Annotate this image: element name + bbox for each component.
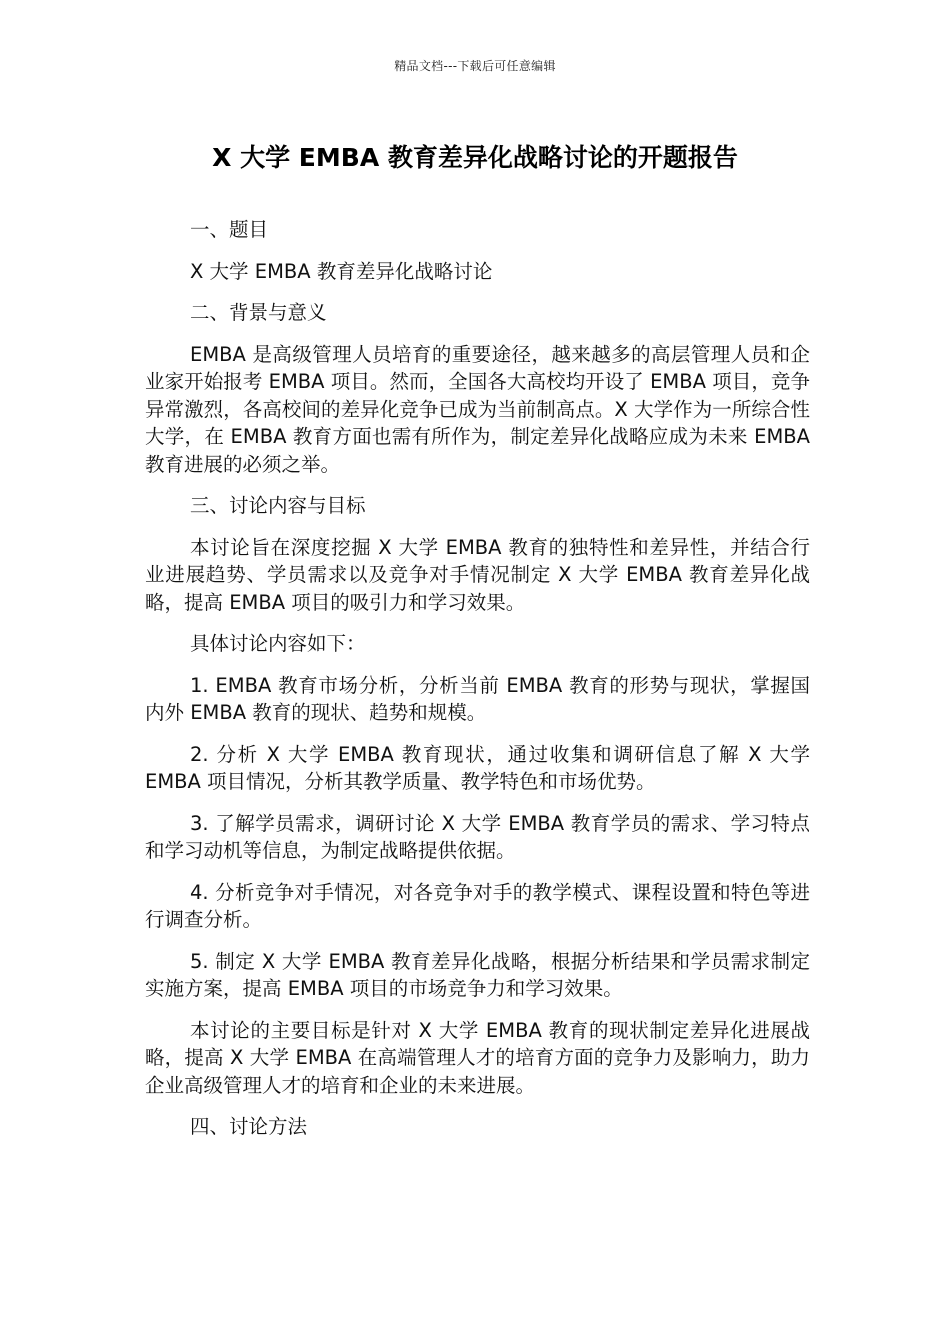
heading-topic: 一、题目 (190, 218, 269, 241)
content-intro-paragraph: 本讨论旨在深度挖掘 X 大学 EMBA 教育的独特性和差异性，并结合行业进展趋势、学员需求以及竞争对手情况制定 X 大学 EMBA 教育差异化战略，提高 EMBA 项目的吸引力和学习效果。 (145, 535, 810, 614)
list-item: 3. 了解学员需求，调研讨论 X 大学 EMBA 教育学员的需求、学习特点和学习动机等信息，为制定战略提供依据。 (145, 811, 810, 862)
heading-content-goals: 三、讨论内容与目标 (190, 494, 366, 517)
list-item: 1. EMBA 教育市场分析，分析当前 EMBA 教育的形势与现状，掌握国内外 EMBA 教育的现状、趋势和规模。 (145, 673, 810, 724)
list-item: 4. 分析竞争对手情况，对各竞争对手的教学模式、课程设置和特色等进行调查分析。 (145, 880, 810, 931)
heading-background: 二、背景与意义 (190, 301, 327, 324)
list-item: 5. 制定 X 大学 EMBA 教育差异化战略，根据分析结果和学员需求制定实施方案，提高 EMBA 项目的市场竞争力和学习效果。 (145, 949, 810, 1000)
list-item: 2. 分析 X 大学 EMBA 教育现状，通过收集和调研信息了解 X 大学 EMBA 项目情况，分析其教学质量、教学特色和市场优势。 (145, 742, 810, 793)
document-title: X 大学 EMBA 教育差异化战略讨论的开题报告 (212, 143, 738, 172)
document-body (145, 216, 810, 1155)
background-paragraph: EMBA 是高级管理人员培育的重要途径，越来越多的高层管理人员和企业家开始报考 EMBA 项目。然而，全国各大高校均开设了 EMBA 项目，竞争异常激烈，各高校间的差异化竞争已成为当前制高点。X 大学作为一所综合性大学，在 EMBA 教育方面也需有所作为，制定差异化战略应成为未来 EMBA 教育进展的必须之举。 (145, 342, 810, 476)
content-list-intro: 具体讨论内容如下： (190, 632, 366, 655)
heading-methods: 四、讨论方法 (190, 1115, 308, 1138)
topic-text: X 大学 EMBA 教育差异化战略讨论 (190, 259, 493, 283)
goals-paragraph: 本讨论的主要目标是针对 X 大学 EMBA 教育的现状制定差异化进展战略，提高 X 大学 EMBA 在高端管理人才的培育方面的竞争力及影响力，助力企业高级管理人才的培育和企业的未来进展。 (145, 1018, 810, 1097)
header-note: 精品文档---下载后可任意编辑 (394, 59, 556, 73)
